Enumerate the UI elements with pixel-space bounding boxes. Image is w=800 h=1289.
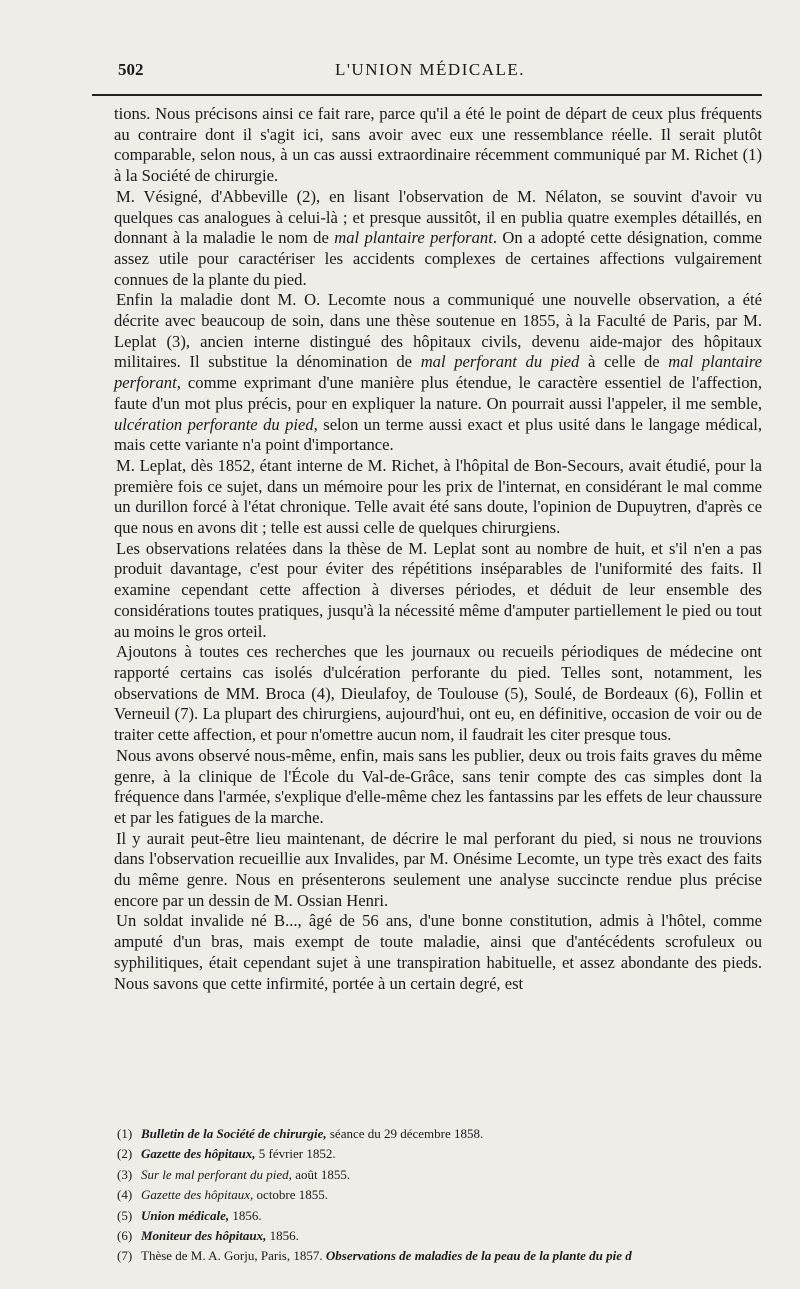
footnote <box>117 1144 777 1164</box>
footnote-number: (1) <box>117 1126 133 1141</box>
footnote <box>117 1226 777 1246</box>
article-body <box>114 104 762 994</box>
page-header <box>100 60 760 88</box>
footnote-rest: 1856. <box>229 1207 262 1223</box>
footnote-number: (4) <box>117 1187 133 1203</box>
footnote-title: Gazette des hôpitaux, <box>141 1146 256 1162</box>
page-number: 502 <box>118 60 144 79</box>
paragraph-2 <box>114 187 762 291</box>
paragraph-9: Un soldat invalide né B..., âgé de 56 ans, d'une bonne constitution, admis à l'hôtel, comme amputé d'un bras, mais exempt de toute maladie, ainsi que d'antécédents scrofuleux ou syphilitiques, était cependant sujet à une transpiration habituelle, et assez abondante des pieds. Nous savons que cette infirmité, portée à un certain degré, est <box>114 911 762 993</box>
footnote-rest: août 1855. <box>291 1166 351 1182</box>
footnote-title: Sur le mal perforant du pied, <box>141 1166 292 1182</box>
footnote-number: (7) <box>117 1248 133 1264</box>
footnote-title: Bulletin de la Société de chirurgie, <box>141 1126 327 1141</box>
footnote-title: Thèse de M. A. Gorju, Paris, 1857. <box>141 1248 323 1264</box>
footnote-number: (2) <box>117 1146 133 1162</box>
paragraph-2-text-b: . On a adopté cette désignation, comme assez utile pour caractériser les accidents complexes de certaines affections vulgairement connues de la plante du pied. <box>114 228 762 289</box>
paragraph-5: Les observations relatées dans la thèse de M. Leplat sont au nombre de huit, et s'il n'en a pas produit davantage, c'est pour éviter des répétitions inséparables de l'uniformité des faits. Il examine cependant cette affection à diverses périodes, et déduit de leur ensemble des considérations toutes pratiques, jusqu'à la nécessité même d'amputer partiellement le pied ou tout au moins le gros orteil. <box>114 538 762 641</box>
footnote <box>117 1246 777 1266</box>
running-title: L'UNION MÉDICALE. <box>334 60 526 79</box>
footnote-number: (5) <box>117 1207 133 1223</box>
term-ulceration-perforante: ulcération perforante du pied <box>114 414 314 434</box>
footnote-rest: octobre 1855. <box>253 1187 329 1203</box>
paragraph-1: tions. Nous précisons ainsi ce fait rare, parce qu'il a été le point de départ de ceux plus fréquents au contraire dont il s'agit ici, sans avoir avec eux une ressemblance réelle. Il serait plutôt comparable, selon nous, à un cas aussi extraordinaire récemment communiqué par M. Richet (1) à la Société de chirurgie. <box>114 104 762 186</box>
footnote <box>117 1165 777 1185</box>
footnote <box>117 1185 777 1205</box>
footnote <box>117 1124 777 1144</box>
term-mal-plantaire-perforant-2: mal plantaire perforant <box>114 352 763 393</box>
header-rule <box>92 94 762 96</box>
paragraph-6: Ajoutons à toutes ces recherches que les journaux ou recueils périodiques de médecine ont rapporté certains cas isolés d'ulcération perforante du pied. Telles sont, notamment, les observations de MM. Broca (4), Dieulafoy, de Toulouse (5), Soulé, de Bordeaux (6), Follin et Verneuil (7). La plupart des chirurgiens, aujourd'hui, ont eu, en définitive, occasion de voir ou de traiter cette affection, et pour n'omettre aucun nom, il faudrait les citer presque tous. <box>114 642 762 745</box>
paragraph-8: Il y aurait peut-être lieu maintenant, de décrire le mal perforant du pied, si nous ne trouvions dans l'observation recueillie aux Invalides, par M. Onésime Lecomte, un type très exact des faits du même genre. Nous en présenterons seulement une analyse succincte rendue plus précise encore par un dessin de M. Ossian Henri. <box>114 828 762 910</box>
term-mal-perforant-du-pied: mal perforant du pied <box>420 352 580 372</box>
footnotes <box>117 1124 777 1267</box>
term-mal-plantaire-perforant: mal plantaire perforant <box>334 228 493 248</box>
footnote-number: (6) <box>117 1228 133 1244</box>
footnote-rest: 5 février 1852. <box>255 1146 336 1162</box>
footnote-rest: 1856. <box>266 1228 299 1244</box>
footnote <box>117 1206 777 1226</box>
footnote-title: Moniteur des hôpitaux, <box>141 1228 267 1244</box>
paragraph-3-text-d: , selon un terme aussi exact et plus usité dans le langage médical, mais cette variante n'a point d'importance. <box>114 414 762 455</box>
paragraph-3-text-c: , comme exprimant d'une manière plus étendue, le caractère essentiel de l'affection, faute d'un mot plus précis, pour en expliquer la nature. On pourrait aussi l'appeler, il me semble, <box>114 373 762 413</box>
paragraph-3-text-b: à celle de <box>579 352 669 372</box>
paragraph-4: M. Leplat, dès 1852, étant interne de M. Richet, à l'hôpital de Bon-Secours, avait étudié, pour la première fois ce sujet, dans un mémoire pour les prix de l'internat, en considérant le mal comme un durillon forcé à l'état chronique. Telle avait été sans doute, l'opinion de Dupuytren, d'après ce que nous en avons dit ; telle est aussi celle de quelques chirurgiens. <box>114 455 762 538</box>
footnote-number: (3) <box>117 1166 133 1182</box>
paragraph-3 <box>114 290 762 456</box>
paragraph-3-text-a: Enfin la maladie dont M. O. Lecomte nous a communiqué une nouvelle observation, a été décrite avec beaucoup de soin, dans une thèse soutenue en 1855, à la Faculté de Paris, par M. Leplat (3), ancien interne distingué des hôpitaux civils, devenu aide-major des hôpitaux militaires. Il substitue la dénomination de <box>114 290 762 372</box>
paragraph-7: Nous avons observé nous-même, enfin, mais sans les publier, deux ou trois faits graves du même genre, à la clinique de l'École du Val-de-Grâce, sans tenir compte des cas simples dont la fréquence dans l'armée, s'explique d'elle-même chez les fantassins par les effets de leur chaussure et par les fatigues de la marche. <box>114 745 762 827</box>
footnote-title: Union médicale, <box>141 1207 230 1223</box>
footnote-rest: Observations de maladies de la peau de la plante du pie d <box>322 1248 632 1264</box>
footnote-rest: séance du 29 décembre 1858. <box>326 1126 484 1141</box>
paragraph-2-text-a: M. Vésigné, d'Abbeville (2), en lisant l'observation de M. Nélaton, se souvint d'avoir vu quelques cas analogues à celui-là ; et presque aussitôt, il en publia quatre exemples détaillés, en donnant à la maladie le nom de <box>114 186 762 248</box>
footnote-title: Gazette des hôpitaux, <box>141 1187 254 1203</box>
